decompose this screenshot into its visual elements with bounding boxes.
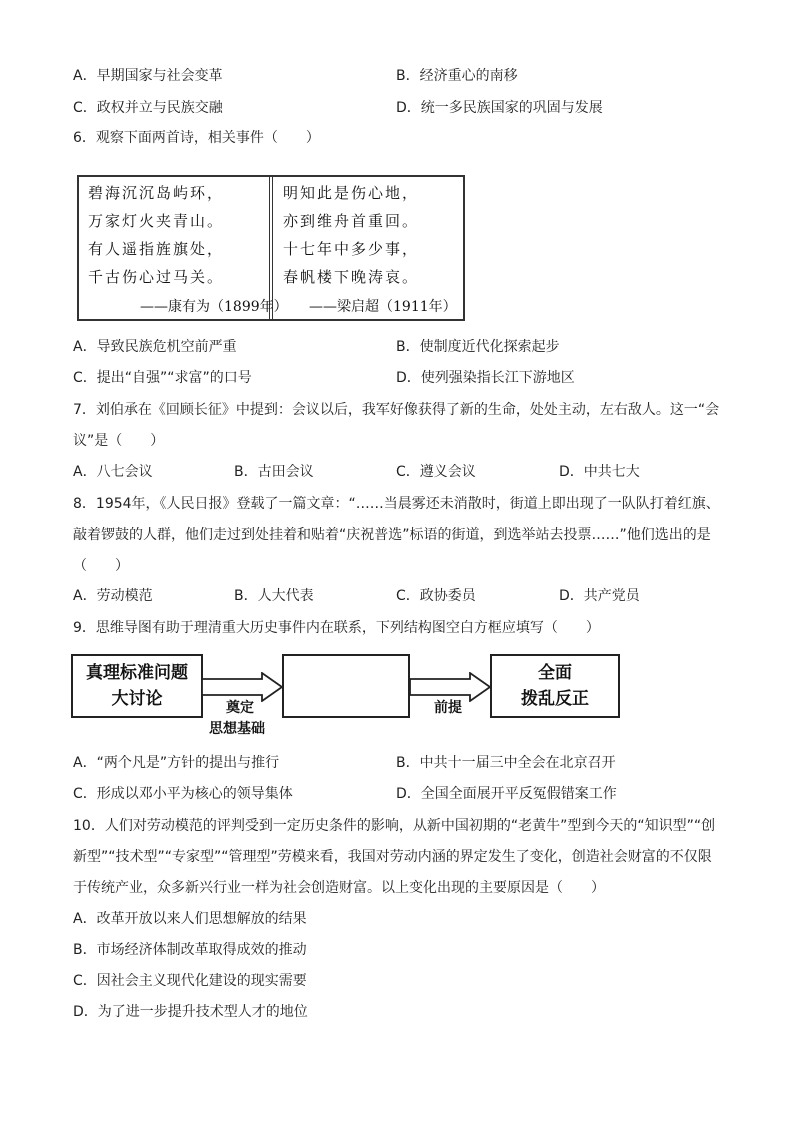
q9-option-a: A．“两个凡是”方针的提出与推行 <box>73 755 280 771</box>
q5-option-c: C．政权并立与民族交融 <box>73 100 223 116</box>
q10-option-d: D．为了进一步提升技术型人才的地位 <box>73 1004 308 1020</box>
poem2-line2: 亦到维舟首重回。 <box>283 212 420 230</box>
q10-option-c: C．因社会主义现代化建设的现实需要 <box>73 973 307 989</box>
poem1-line1: 碧海沉沉岛屿环， <box>88 184 225 202</box>
poem2-line4: 春帆楼下晚涛哀。 <box>283 268 420 286</box>
q7-option-d: D．中共七大 <box>559 464 640 480</box>
q8-option-d: D．共产党员 <box>559 588 640 604</box>
arrow1-label-1: 奠定 <box>226 700 254 716</box>
q8-option-a: A．劳动模范 <box>73 588 153 604</box>
q10-stem: 10．人们对劳动模范的评判受到一定历史条件的影响，从新中国初期的“老黄牛”型到今天的“知识型”“创新型”“技术型”“专家型”“管理型”劳模来看，我国对劳动内涵的界定发生了变化，创造社会财富的不仅限于传统产业，众多新兴行业一样为社会创造财富。以上变化出现的主要原因是（ ） <box>73 818 716 896</box>
q10-option-a: A．改革开放以来人们思想解放的结果 <box>73 911 307 927</box>
q7-option-c: C．遵义会议 <box>396 464 476 480</box>
poem2-author: ——梁启超（1911年） <box>309 299 457 315</box>
q8-stem: 8．1954年，《人民日报》登载了一篇文章：“……当晨雾还未消散时，街道上即出现了一队队打着红旗、敲着锣鼓的人群，他们走过到处挂着和贴着“庆祝普选”标语的街道，到选举站去投票……”他们选出的是（ ） <box>73 496 720 574</box>
q10-option-b: B．市场经济体制改革取得成效的推动 <box>73 942 307 958</box>
q9-option-c: C．形成以邓小平为核心的领导集体 <box>73 786 293 802</box>
box3-line1: 全面 <box>538 663 572 683</box>
arrow1-label-2: 思想基础 <box>209 721 265 737</box>
q7-stem: 7．刘伯承在《回顾长征》中提到：会议以后，我军好像获得了新的生命，处处主动，左右敌人。这一“会议”是（ ） <box>73 402 720 449</box>
q7-option-b: B．古田会议 <box>234 464 314 480</box>
poem2-line3: 十七年中多少事， <box>283 240 420 258</box>
q8-option-c: C．政协委员 <box>396 588 476 604</box>
q6-option-d: D．使列强染指长江下游地区 <box>396 370 575 386</box>
poem1-line4: 千古伤心过马关。 <box>88 268 225 286</box>
q9-option-d: D．全国全面展开平反冤假错案工作 <box>396 786 617 802</box>
q6-option-b: B．使制度近代化探索起步 <box>396 339 560 355</box>
poem2-line1: 明知此是伤心地， <box>283 184 420 202</box>
q6-option-a: A．导致民族危机空前严重 <box>73 339 237 355</box>
mind-map-box-truth-debate <box>71 654 203 718</box>
q5-option-b: B．经济重心的南移 <box>396 68 518 84</box>
arrow2-label: 前提 <box>434 700 462 716</box>
poem1-line2: 万家灯火夹青山。 <box>88 212 225 230</box>
q5-option-d: D．统一多民族国家的巩固与发展 <box>396 100 603 116</box>
mind-map-blank-box <box>282 654 410 718</box>
box1-line2: 大讨论 <box>111 689 163 709</box>
q7-option-a: A．八七会议 <box>73 464 153 480</box>
poem1-author: ——康有为（1899年） <box>140 299 288 315</box>
q6-stem: 6．观察下面两首诗，相关事件（ ） <box>73 130 320 146</box>
q5-option-a: A．早期国家与社会变革 <box>73 68 223 84</box>
q9-stem: 9．思维导图有助于理清重大历史事件内在联系，下列结构图空白方框应填写（ ） <box>73 620 600 636</box>
q6-option-c: C．提出“自强”“求富”的口号 <box>73 370 252 386</box>
q8-option-b: B．人大代表 <box>234 588 314 604</box>
mind-map-box-correction <box>490 654 620 718</box>
box3-line2: 拨乱反正 <box>521 689 589 709</box>
q9-option-b: B．中共十一届三中全会在北京召开 <box>396 755 616 771</box>
poem1-line3: 有人遥指旌旗处， <box>88 240 225 258</box>
box1-line1: 真理标准问题 <box>86 663 188 683</box>
